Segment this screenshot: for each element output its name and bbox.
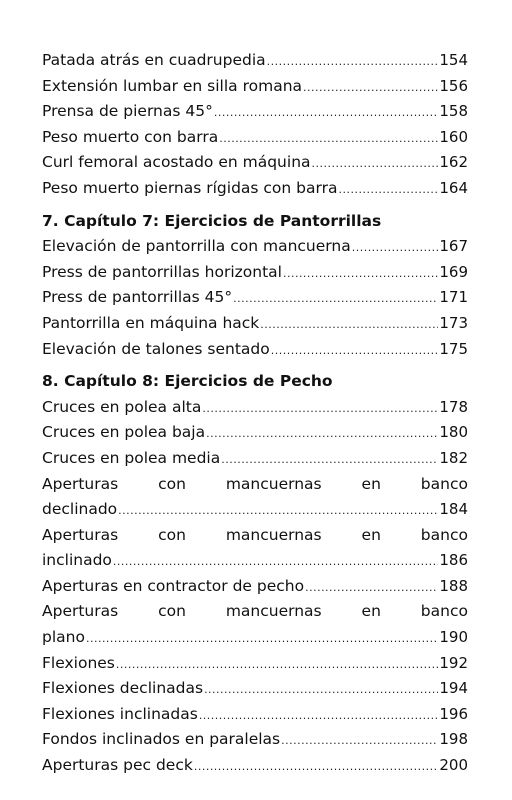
toc-entry[interactable]: [42, 99, 468, 125]
entry-page: 186: [439, 551, 468, 570]
dot-leader: [233, 286, 438, 312]
dot-leader: [338, 177, 438, 203]
entry-title-line: [42, 523, 468, 549]
dot-leader: [202, 396, 438, 422]
toc-entry[interactable]: [42, 176, 468, 202]
entry-page: 184: [439, 500, 468, 519]
entry-word: banco: [420, 474, 468, 493]
entry-continuation: [42, 625, 468, 651]
toc-entry[interactable]: [42, 446, 468, 472]
entry-page: 171: [439, 288, 468, 307]
entry-word: en: [361, 525, 381, 544]
entry-word: con: [158, 474, 186, 493]
toc-entry[interactable]: [42, 420, 468, 446]
entry-title: declinado: [42, 500, 118, 519]
entry-page: 167: [439, 237, 468, 256]
entry-title: Elevación de talones sentado: [42, 339, 270, 358]
entry-page: 162: [439, 153, 468, 172]
entry-word: banco: [420, 525, 468, 544]
entry-title-line: [42, 472, 468, 498]
entry-title: Flexiones: [42, 653, 115, 672]
dot-leader: [303, 75, 438, 101]
dot-leader: [219, 126, 438, 152]
dot-leader: [116, 652, 438, 678]
toc-entry-wrapped[interactable]: [42, 599, 468, 650]
chapter-heading[interactable]: 8. Capítulo 8: Ejercicios de Pecho: [42, 372, 333, 391]
dot-leader: [199, 703, 439, 729]
entry-page: 169: [439, 262, 468, 281]
entry-title: Press de pantorrillas 45°: [42, 288, 233, 307]
entry-title: Fondos inclinados en paralelas: [42, 730, 281, 749]
entry-word: mancuernas: [225, 525, 322, 544]
entry-continuation: [42, 497, 468, 523]
entry-page: 198: [439, 730, 468, 749]
entry-page: 190: [439, 628, 468, 647]
entry-page: 160: [439, 127, 468, 146]
entry-title: Flexiones declinadas: [42, 679, 204, 698]
entry-page: 164: [439, 178, 468, 197]
entry-continuation: [42, 548, 468, 574]
dot-leader: [214, 100, 439, 126]
dot-leader: [194, 754, 439, 780]
toc-entry-wrapped[interactable]: [42, 472, 468, 523]
entry-title: inclinado: [42, 551, 112, 570]
dot-leader: [267, 49, 439, 75]
entry-page: 194: [439, 679, 468, 698]
entry-page: 156: [439, 76, 468, 95]
dot-leader: [221, 447, 438, 473]
toc-entry[interactable]: [42, 260, 468, 286]
toc-entry[interactable]: [42, 395, 468, 421]
toc-entry[interactable]: [42, 285, 468, 311]
entry-title: Curl femoral acostado en máquina: [42, 153, 311, 172]
toc-entry[interactable]: [42, 727, 468, 753]
entry-page: 178: [439, 397, 468, 416]
entry-title: Extensión lumbar en silla romana: [42, 76, 303, 95]
toc-entry[interactable]: [42, 311, 468, 337]
dot-leader: [260, 312, 438, 338]
entry-title: Peso muerto piernas rígidas con barra: [42, 178, 338, 197]
entry-title: Pantorrilla en máquina hack: [42, 313, 260, 332]
dot-leader: [204, 677, 438, 703]
entry-page: 188: [439, 576, 468, 595]
entry-title: Peso muerto con barra: [42, 127, 219, 146]
entry-word: mancuernas: [225, 602, 322, 621]
entry-page: 175: [439, 339, 468, 358]
entry-title: Cruces en polea baja: [42, 423, 206, 442]
toc-entry[interactable]: [42, 753, 468, 779]
entry-word: Aperturas: [42, 602, 119, 621]
entry-title: Cruces en polea alta: [42, 397, 202, 416]
entry-title: Patada atrás en cuadrupedia: [42, 51, 266, 69]
entry-title: Aperturas en contractor de pecho: [42, 576, 305, 595]
dot-leader: [271, 338, 439, 364]
toc-entry[interactable]: [42, 574, 468, 600]
entry-word: banco: [420, 602, 468, 621]
toc-entry[interactable]: [42, 702, 468, 728]
entry-title: plano: [42, 628, 85, 647]
chapter-heading[interactable]: 7. Capítulo 7: Ejercicios de Pantorrillas: [42, 211, 382, 230]
toc-entry[interactable]: [42, 150, 468, 176]
toc-entry[interactable]: [42, 337, 468, 363]
entry-page: 196: [439, 704, 468, 723]
entry-title-line: [42, 599, 468, 625]
entry-word: con: [158, 602, 186, 621]
entry-word: en: [361, 602, 381, 621]
entry-title: Elevación de pantorrilla con mancuerna: [42, 237, 351, 256]
dot-leader: [113, 549, 438, 575]
entry-word: en: [361, 474, 381, 493]
toc-entry[interactable]: [42, 74, 468, 100]
entry-page: 182: [439, 448, 468, 467]
entry-page: 158: [439, 102, 468, 121]
entry-word: mancuernas: [225, 474, 322, 493]
entry-title: Prensa de piernas 45°: [42, 102, 213, 121]
entry-title: Press de pantorrillas horizontal: [42, 262, 282, 281]
entry-title: Flexiones inclinadas: [42, 704, 198, 723]
entry-page: 192: [439, 653, 468, 672]
dot-leader: [312, 151, 439, 177]
dot-leader: [86, 626, 438, 652]
toc-entry[interactable]: [42, 48, 468, 74]
entry-page: 173: [439, 313, 468, 332]
entry-word: Aperturas: [42, 525, 119, 544]
dot-leader: [352, 235, 439, 261]
entry-title: Cruces en polea media: [42, 448, 221, 467]
section-a-entries: [42, 48, 468, 202]
entry-page: 200: [439, 756, 468, 775]
dot-leader: [305, 575, 438, 601]
entry-page: 180: [439, 423, 468, 442]
section-c-entries: [42, 395, 468, 779]
section-b-entries: [42, 234, 468, 362]
toc-entry-wrapped[interactable]: [42, 523, 468, 574]
entry-page: 154: [439, 51, 468, 69]
table-of-contents: [42, 48, 468, 779]
dot-leader: [283, 261, 438, 287]
toc-entry[interactable]: [42, 651, 468, 677]
toc-entry[interactable]: [42, 676, 468, 702]
entry-title: Aperturas pec deck: [42, 756, 193, 775]
entry-word: Aperturas: [42, 474, 119, 493]
dot-leader: [281, 728, 438, 754]
toc-entry[interactable]: [42, 125, 468, 151]
dot-leader: [206, 421, 438, 447]
toc-entry[interactable]: [42, 234, 468, 260]
dot-leader: [118, 498, 438, 524]
entry-word: con: [158, 525, 186, 544]
